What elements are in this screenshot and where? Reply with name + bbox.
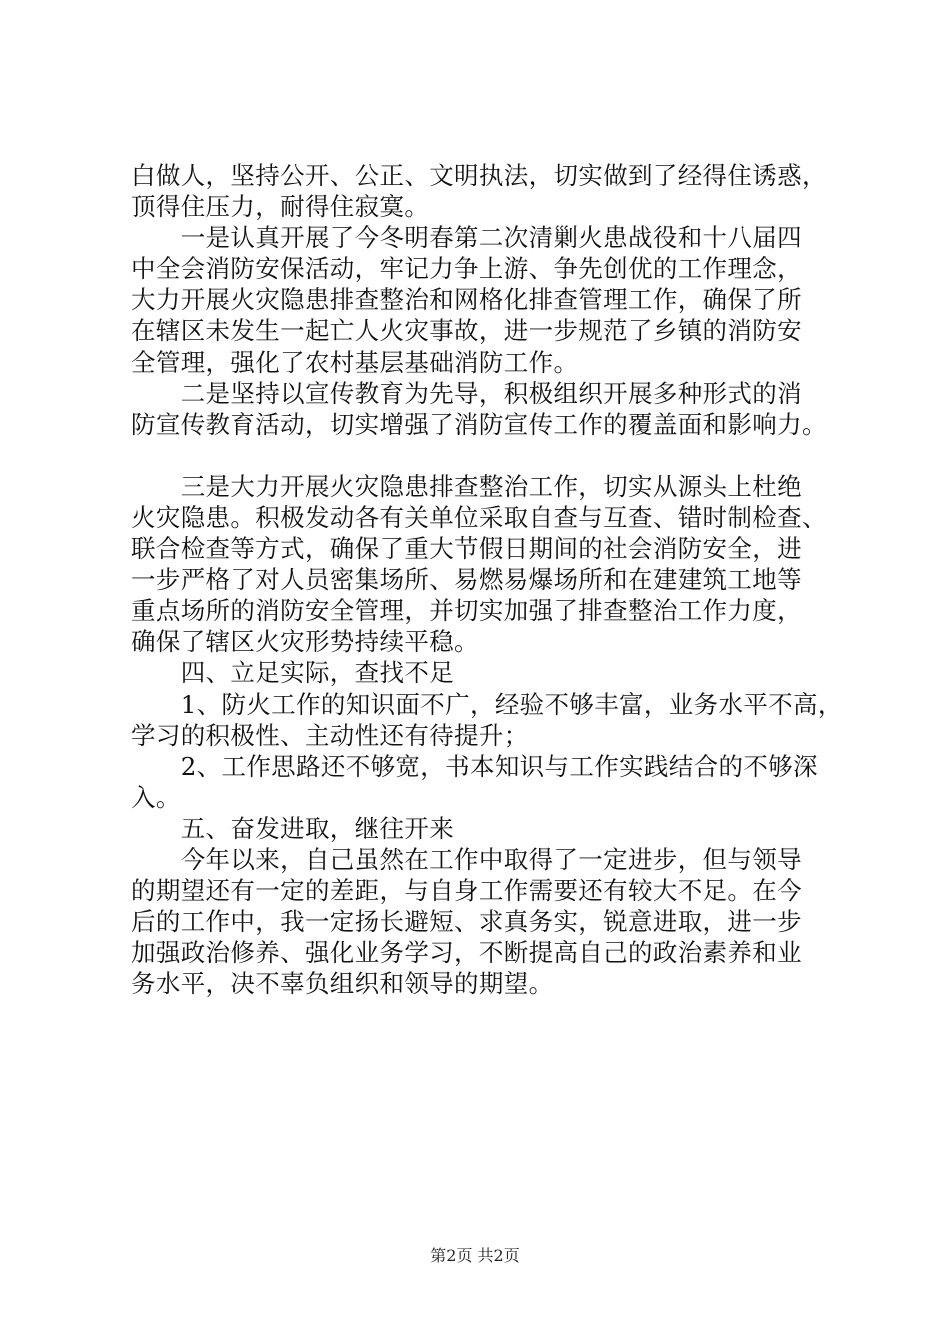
- text-line: 火灾隐患。积极发动各有关单位采取自查与互查、错时制检查、: [131, 502, 827, 532]
- text-line: 确保了辖区火灾形势持续平稳。: [131, 627, 479, 657]
- text-line: 三是大力开展火灾隐患排查整治工作，切实从源头上杜绝: [131, 471, 802, 501]
- text-line: 一步严格了对人员密集场所、易燃易爆场所和在建建筑工地等: [131, 565, 802, 595]
- text-line: 学习的积极性、主动性还有待提升；: [131, 720, 529, 750]
- text-line: 大力开展火灾隐患排查整治和网格化排查管理工作，确保了所: [131, 285, 802, 315]
- text-line: 今年以来，自己虽然在工作中取得了一定进步，但与领导: [131, 844, 802, 874]
- text-line: 后的工作中，我一定扬长避短、求真务实，锐意进取，进一步: [131, 907, 802, 937]
- text-line: 二是坚持以宣传教育为先导，积极组织开展多种形式的消: [131, 378, 802, 408]
- text-line: 2、工作思路还不够宽，书本知识与工作实践结合的不够深: [131, 751, 818, 781]
- document-body: [131, 160, 843, 999]
- text-line: 联合检查等方式，确保了重大节假日期间的社会消防安全，进: [131, 534, 802, 564]
- text-line: 的期望还有一定的差距，与自身工作需要还有较大不足。在今: [131, 876, 802, 906]
- text-line: 全管理，强化了农村基层基础消防工作。: [131, 347, 579, 377]
- section-heading: 五、奋发进取，继往开来: [131, 813, 455, 843]
- text-line: 入。: [131, 782, 181, 812]
- page-number-footer: 第2页 共2页: [430, 1246, 520, 1265]
- text-line: 顶得住压力，耐得住寂寞。: [131, 192, 430, 222]
- text-line: 一是认真开展了今冬明春第二次清剿火患战役和十八届四: [131, 223, 802, 253]
- text-line: 1、防火工作的知识面不广，经验不够丰富，业务水平不高，: [131, 689, 843, 719]
- text-line: 在辖区未发生一起亡人火灾事故，进一步规范了乡镇的消防安: [131, 316, 802, 346]
- text-line: 重点场所的消防安全管理，并切实加强了排查整治工作力度，: [131, 596, 802, 626]
- text-line: 白做人，坚持公开、公正、文明执法，切实做到了经得住诱惑，: [131, 161, 827, 190]
- text-line: 中全会消防安保活动，牢记力争上游、争先创优的工作理念，: [131, 254, 802, 284]
- text-line: 加强政治修养、强化业务学习，不断提高自己的政治素养和业: [131, 938, 802, 968]
- text-line: 务水平，决不辜负组织和领导的期望。: [131, 969, 554, 999]
- paragraph-gap: [131, 440, 831, 471]
- text-line: 防宣传教育活动，切实增强了消防宣传工作的覆盖面和影响力。: [131, 409, 827, 439]
- section-heading: 四、立足实际，查找不足: [131, 658, 455, 688]
